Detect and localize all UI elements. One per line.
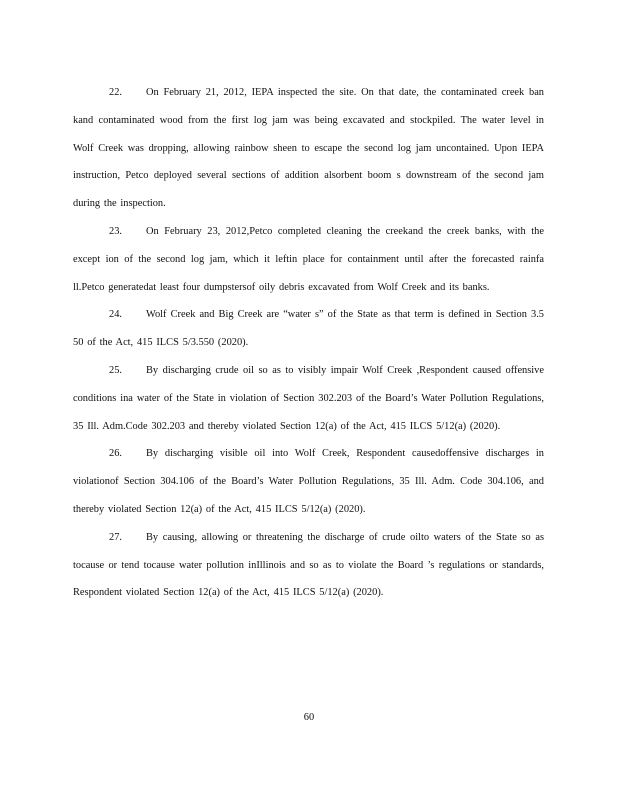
- paragraph-27: [73, 524, 544, 607]
- paragraph-25: [73, 357, 544, 440]
- paragraph-number: 24.: [109, 309, 122, 321]
- paragraph-number: 23.: [109, 225, 122, 237]
- paragraph-22: [73, 79, 544, 218]
- paragraph-text: By discharging crude oil so as to visibly impair Wolf Creek ,Respondent caused offensive conditions ina water of the State in violation of Section 302.203 of the Board’s Water Pollution Regulations, 35 Ill. Adm.Code 302.203 and thereby violated Section 12(a) of the Act, 415 ILCS 5/12(a) (2020).: [73, 364, 544, 432]
- paragraph-text: By causing, allowing or threatening the discharge of crude oilto waters of the State so as tocause or tend tocause water pollution inIllinois and so as to violate the Board ’s regulations or standards, Respondent violated Section 12(a) of the Act, 415 ILCS 5/12(a) (2020).: [73, 531, 544, 599]
- document-body: [73, 79, 544, 607]
- paragraph-text: Wolf Creek and Big Creek are “water s” of the State as that term is defined in Section 3.5 50 of the Act, 415 ILCS 5/3.550 (2020).: [73, 309, 544, 349]
- paragraph-number: 26.: [109, 448, 122, 460]
- paragraph-26: [73, 440, 544, 523]
- paragraph-text: On February 23, 2012,Petco completed cleaning the creekand the creek banks, with the except ion of the second log jam, which it leftin place for containment until after the forecasted rainfa ll.Petco generatedat least four dumpstersof oily debris excavated from Wolf Creek and its banks.: [73, 225, 544, 293]
- paragraph-number: 25.: [109, 364, 122, 376]
- paragraph-24: [73, 301, 544, 357]
- paragraph-text: On February 21, 2012, IEPA inspected the site. On that date, the contaminated creek ban kand contaminated wood from the first log jam was being excavated and stockpiled. The water level in Wolf Creek was dropping, allowing rainbow sheen to escape the second log jam uncontained. Upon IEPA instruction, Petco deployed several sections of addition alsorbent boom s downstream of the second jam during the inspection.: [73, 87, 544, 210]
- paragraph-number: 22.: [109, 87, 122, 98]
- paragraph-text: By discharging visible oil into Wolf Creek, Respondent causedoffensive discharges in violationof Section 304.106 of the Board’s Water Pollution Regulations, 35 Ill. Adm. Code 304.106, and thereby violated Section 12(a) of the Act, 415 ILCS 5/12(a) (2020).: [73, 448, 544, 515]
- paragraph-number: 27.: [109, 531, 122, 543]
- paragraph-23: [73, 218, 544, 301]
- page-number: 60: [303, 712, 315, 723]
